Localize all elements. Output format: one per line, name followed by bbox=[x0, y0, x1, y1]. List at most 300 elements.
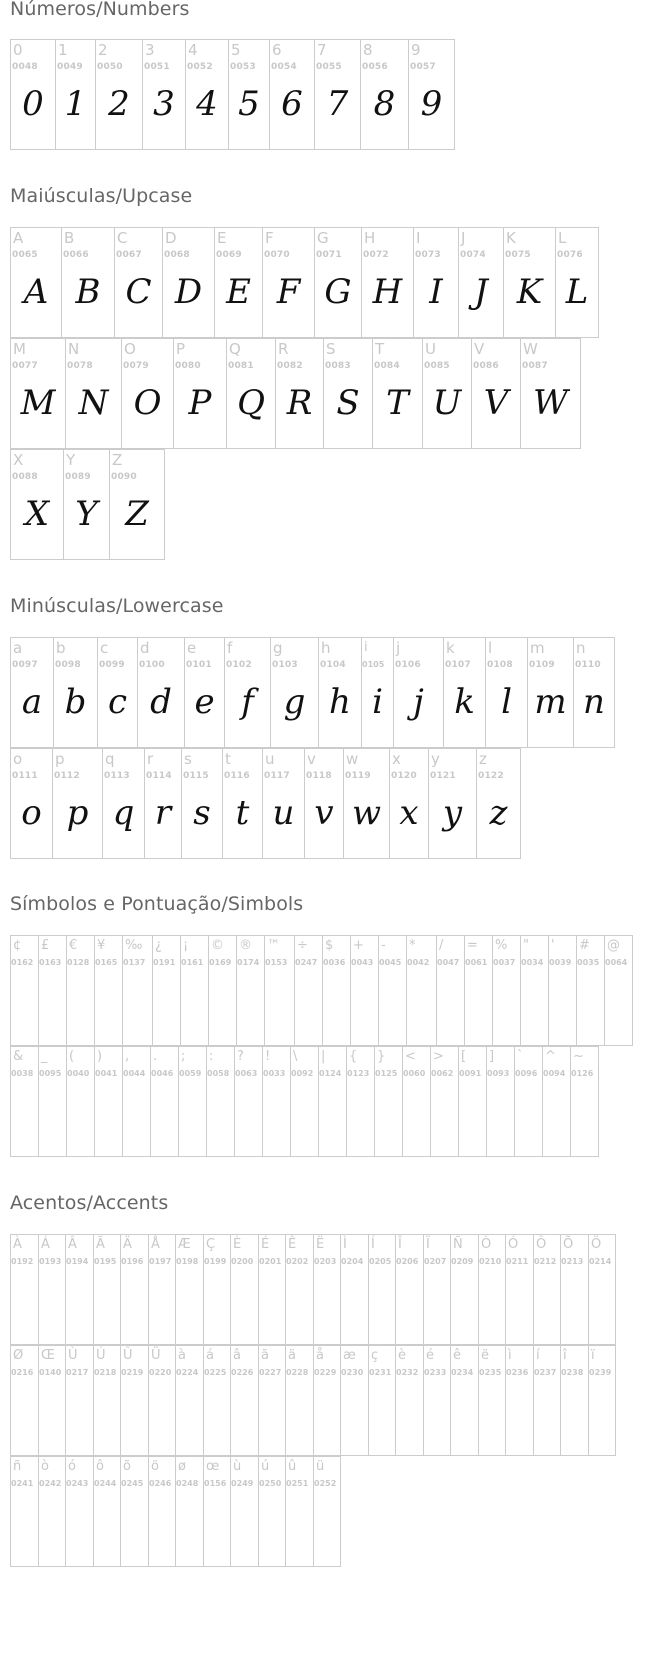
glyph-cell bbox=[186, 40, 229, 150]
glyph-cell bbox=[324, 339, 373, 449]
glyph-code-label: 0115 bbox=[183, 771, 209, 781]
glyph-char-label: u bbox=[265, 750, 275, 768]
glyph-char-label: Ø bbox=[13, 1348, 24, 1363]
glyph-code-label: 0059 bbox=[179, 1069, 202, 1078]
glyph-cell bbox=[66, 1346, 94, 1456]
glyph-char-label: ™ bbox=[267, 938, 280, 953]
glyph-sample: Y bbox=[75, 494, 98, 534]
glyph-sample: j bbox=[413, 682, 424, 722]
glyph-char-label: 8 bbox=[363, 41, 373, 59]
glyph-cell bbox=[459, 1047, 487, 1157]
glyph-cell bbox=[431, 1047, 459, 1157]
glyph-code-label: 0103 bbox=[272, 660, 298, 670]
glyph-cell bbox=[66, 1235, 94, 1345]
glyph-code-label: 0247 bbox=[295, 958, 318, 967]
glyph-char-label: : bbox=[209, 1049, 214, 1064]
glyph-grid-accents-row-1 bbox=[10, 1234, 616, 1345]
glyph-cell bbox=[528, 638, 574, 748]
glyph-char-label: á bbox=[206, 1348, 214, 1363]
glyph-cell bbox=[561, 1346, 589, 1456]
glyph-cell bbox=[407, 936, 437, 1046]
glyph-code-label: 0073 bbox=[415, 250, 441, 260]
glyph-sample: r bbox=[154, 793, 172, 833]
glyph-code-label: 0201 bbox=[259, 1257, 282, 1266]
glyph-char-label: ( bbox=[69, 1049, 75, 1064]
glyph-cell bbox=[231, 1235, 259, 1345]
glyph-cell bbox=[11, 1047, 39, 1157]
glyph-char-label: ® bbox=[239, 938, 252, 953]
glyph-char-label: e bbox=[187, 639, 197, 657]
glyph-cell bbox=[204, 1346, 231, 1456]
glyph-char-label: N bbox=[68, 340, 80, 358]
glyph-cell bbox=[390, 749, 429, 859]
glyph-sample: 6 bbox=[281, 84, 303, 124]
glyph-char-label: Ô bbox=[536, 1237, 547, 1252]
glyph-cell bbox=[534, 1346, 561, 1456]
glyph-sample: H bbox=[372, 272, 403, 312]
glyph-char-label: X bbox=[13, 451, 24, 469]
glyph-char-label: q bbox=[105, 750, 115, 768]
glyph-sample: N bbox=[78, 383, 109, 423]
glyph-cell bbox=[56, 40, 96, 150]
glyph-cell bbox=[465, 936, 493, 1046]
glyph-sample: a bbox=[21, 682, 43, 722]
glyph-cell bbox=[54, 638, 98, 748]
glyph-char-label: ^ bbox=[545, 1049, 556, 1064]
glyph-code-label: 0140 bbox=[39, 1368, 62, 1377]
glyph-code-label: 0228 bbox=[286, 1368, 309, 1377]
glyph-sample: v bbox=[314, 793, 334, 833]
glyph-char-label: ì bbox=[508, 1348, 512, 1363]
glyph-code-label: 0034 bbox=[521, 958, 544, 967]
glyph-char-label: Ã bbox=[96, 1237, 105, 1252]
glyph-cell bbox=[271, 638, 319, 748]
glyph-char-label: . bbox=[153, 1049, 158, 1064]
glyph-char-label: Ï bbox=[426, 1237, 430, 1252]
glyph-cell bbox=[276, 339, 324, 449]
glyph-cell bbox=[235, 1047, 263, 1157]
glyph-char-label: K bbox=[506, 229, 516, 247]
glyph-sample: s bbox=[193, 793, 211, 833]
glyph-sample: i bbox=[372, 682, 383, 722]
glyph-code-label: 0055 bbox=[316, 62, 342, 72]
glyph-char-label: ) bbox=[97, 1049, 103, 1064]
glyph-char-label: < bbox=[405, 1049, 416, 1064]
glyph-code-label: 0085 bbox=[424, 361, 450, 371]
glyph-code-label: 0081 bbox=[228, 361, 254, 371]
glyph-cell bbox=[39, 936, 67, 1046]
glyph-char-label: ù bbox=[233, 1459, 242, 1474]
glyph-cell bbox=[103, 749, 145, 859]
glyph-char-label: õ bbox=[123, 1459, 131, 1474]
glyph-sample: O bbox=[133, 383, 162, 423]
glyph-char-label: = bbox=[467, 938, 478, 953]
glyph-char-label: B bbox=[64, 229, 75, 247]
glyph-code-label: 0162 bbox=[11, 958, 34, 967]
glyph-code-label: 0153 bbox=[265, 958, 288, 967]
glyph-char-label: ç bbox=[371, 1348, 379, 1363]
glyph-cell bbox=[459, 228, 504, 338]
glyph-code-label: 0203 bbox=[314, 1257, 337, 1266]
glyph-char-label: t bbox=[225, 750, 231, 768]
glyph-code-label: 0242 bbox=[39, 1479, 62, 1488]
glyph-code-label: 0102 bbox=[226, 660, 252, 670]
glyph-cell bbox=[493, 936, 521, 1046]
glyph-sample: b bbox=[64, 682, 87, 722]
glyph-cell bbox=[11, 228, 62, 338]
glyph-code-label: 0243 bbox=[66, 1479, 89, 1488]
glyph-char-label: ø bbox=[178, 1459, 186, 1474]
glyph-char-label: f bbox=[227, 639, 233, 657]
glyph-cell bbox=[479, 1346, 506, 1456]
glyph-code-label: 0210 bbox=[479, 1257, 502, 1266]
glyph-grid-symbols-row-1 bbox=[10, 935, 633, 1046]
glyph-cell bbox=[286, 1346, 314, 1456]
glyph-char-label: 4 bbox=[188, 41, 198, 59]
glyph-sample: 5 bbox=[238, 84, 260, 124]
glyph-char-label: T bbox=[375, 340, 385, 358]
glyph-cell bbox=[204, 1235, 231, 1345]
glyph-code-label: 0236 bbox=[506, 1368, 529, 1377]
glyph-char-label: d bbox=[140, 639, 150, 657]
section-title-symbols: Símbolos e Pontuação/Simbols bbox=[10, 893, 304, 915]
glyph-sample: C bbox=[125, 272, 152, 312]
glyph-char-label: ; bbox=[181, 1049, 186, 1064]
glyph-char-label: I bbox=[416, 229, 421, 247]
glyph-code-label: 0206 bbox=[396, 1257, 419, 1266]
glyph-char-label: ë bbox=[481, 1348, 489, 1363]
glyph-cell bbox=[64, 450, 110, 560]
glyph-char-label: | bbox=[321, 1049, 326, 1064]
glyph-cell bbox=[265, 936, 295, 1046]
glyph-cell bbox=[543, 1047, 571, 1157]
glyph-char-label: ‰ bbox=[125, 938, 143, 953]
glyph-char-label: ~ bbox=[573, 1049, 584, 1064]
glyph-sample: p bbox=[66, 793, 89, 833]
glyph-cell bbox=[362, 228, 414, 338]
glyph-char-label: æ bbox=[343, 1348, 356, 1363]
glyph-char-label: Æ bbox=[178, 1237, 191, 1252]
glyph-code-label: 0071 bbox=[316, 250, 342, 260]
glyph-code-label: 0220 bbox=[149, 1368, 172, 1377]
glyph-char-label: % bbox=[495, 938, 508, 953]
glyph-sample: m bbox=[534, 682, 567, 722]
glyph-cell bbox=[534, 1235, 561, 1345]
glyph-cell bbox=[179, 1047, 207, 1157]
glyph-code-label: 0200 bbox=[231, 1257, 254, 1266]
glyph-cell bbox=[409, 40, 455, 150]
glyph-code-label: 0098 bbox=[55, 660, 81, 670]
glyph-char-label: Z bbox=[112, 451, 123, 469]
glyph-char-label: Â bbox=[68, 1237, 77, 1252]
glyph-cell bbox=[521, 936, 549, 1046]
glyph-cell bbox=[204, 1457, 231, 1567]
glyph-char-label: l bbox=[488, 639, 493, 657]
glyph-char-label: ó bbox=[68, 1459, 76, 1474]
glyph-code-label: 0216 bbox=[11, 1368, 34, 1377]
glyph-cell bbox=[115, 228, 163, 338]
glyph-cell bbox=[94, 1346, 121, 1456]
glyph-sample: L bbox=[565, 272, 589, 312]
glyph-code-label: 0050 bbox=[97, 62, 123, 72]
glyph-char-label: o bbox=[13, 750, 23, 768]
glyph-char-label: Ü bbox=[151, 1348, 161, 1363]
glyph-code-label: 0163 bbox=[39, 958, 62, 967]
glyph-char-label: P bbox=[176, 340, 186, 358]
glyph-sample: P bbox=[188, 383, 212, 423]
glyph-code-label: 0174 bbox=[237, 958, 260, 967]
glyph-cell bbox=[174, 339, 227, 449]
glyph-cell bbox=[153, 936, 181, 1046]
glyph-code-label: 0086 bbox=[473, 361, 499, 371]
glyph-code-label: 0217 bbox=[66, 1368, 89, 1377]
glyph-cell bbox=[362, 638, 394, 748]
glyph-code-label: 0064 bbox=[605, 958, 628, 967]
glyph-cell bbox=[11, 936, 39, 1046]
glyph-char-label: ä bbox=[288, 1348, 296, 1363]
glyph-char-label: ' bbox=[551, 938, 555, 953]
glyph-char-label: r bbox=[147, 750, 154, 768]
glyph-code-label: 0039 bbox=[549, 958, 572, 967]
glyph-code-label: 0083 bbox=[325, 361, 351, 371]
section-title-numbers: Números/Numbers bbox=[10, 0, 190, 20]
glyph-code-label: 0110 bbox=[575, 660, 601, 670]
glyph-char-label: n bbox=[576, 639, 586, 657]
glyph-cell bbox=[121, 1235, 149, 1345]
glyph-sample: f bbox=[241, 682, 254, 722]
glyph-code-label: 0112 bbox=[54, 771, 80, 781]
glyph-sample: g bbox=[283, 682, 306, 722]
glyph-char-label: 9 bbox=[411, 41, 421, 59]
glyph-sample: D bbox=[174, 272, 203, 312]
glyph-char-label: 0 bbox=[13, 41, 23, 59]
glyph-code-label: 0123 bbox=[347, 1069, 370, 1078]
glyph-code-label: 0118 bbox=[306, 771, 332, 781]
glyph-cell bbox=[182, 749, 223, 859]
glyph-sample: 9 bbox=[420, 84, 443, 124]
glyph-sample: 0 bbox=[22, 84, 44, 124]
glyph-code-label: 0046 bbox=[151, 1069, 174, 1078]
glyph-code-label: 0095 bbox=[39, 1069, 62, 1078]
glyph-cell bbox=[176, 1346, 204, 1456]
glyph-char-label: @ bbox=[607, 938, 620, 953]
glyph-code-label: 0063 bbox=[235, 1069, 258, 1078]
glyph-sample: x bbox=[399, 793, 419, 833]
glyph-char-label: M bbox=[13, 340, 26, 358]
glyph-code-label: 0204 bbox=[341, 1257, 364, 1266]
glyph-sample: Q bbox=[237, 383, 265, 423]
glyph-char-label: W bbox=[523, 340, 538, 358]
glyph-cell bbox=[176, 1457, 204, 1567]
glyph-char-label: ¢ bbox=[13, 938, 22, 953]
glyph-code-label: 0122 bbox=[478, 771, 504, 781]
glyph-cell bbox=[66, 1457, 94, 1567]
glyph-cell bbox=[323, 936, 351, 1046]
glyph-cell bbox=[98, 638, 138, 748]
glyph-char-label: ö bbox=[151, 1459, 159, 1474]
glyph-code-label: 0120 bbox=[391, 771, 417, 781]
glyph-code-label: 0065 bbox=[12, 250, 38, 260]
glyph-char-label: ` bbox=[517, 1049, 524, 1064]
glyph-char-label: 7 bbox=[317, 41, 327, 59]
glyph-code-label: 0125 bbox=[375, 1069, 398, 1078]
glyph-code-label: 0072 bbox=[363, 250, 389, 260]
glyph-cell bbox=[515, 1047, 543, 1157]
glyph-code-label: 0117 bbox=[264, 771, 290, 781]
glyph-code-label: 0137 bbox=[123, 958, 146, 967]
glyph-char-label: ü bbox=[316, 1459, 325, 1474]
glyph-cell bbox=[209, 936, 237, 1046]
glyph-char-label: [ bbox=[461, 1049, 467, 1064]
glyph-code-label: 0079 bbox=[123, 361, 149, 371]
glyph-char-label: 1 bbox=[58, 41, 68, 59]
glyph-code-label: 0045 bbox=[379, 958, 402, 967]
glyph-cell bbox=[423, 339, 472, 449]
glyph-char-label: ñ bbox=[13, 1459, 22, 1474]
glyph-code-label: 0124 bbox=[319, 1069, 342, 1078]
glyph-char-label: î bbox=[563, 1348, 567, 1363]
glyph-code-label: 0128 bbox=[67, 958, 90, 967]
glyph-code-label: 0049 bbox=[57, 62, 83, 72]
glyph-code-label: 0087 bbox=[522, 361, 548, 371]
glyph-code-label: 0231 bbox=[369, 1368, 392, 1377]
glyph-char-label: x bbox=[392, 750, 401, 768]
glyph-cell bbox=[143, 40, 186, 150]
glyph-cell bbox=[429, 749, 477, 859]
glyph-sample: o bbox=[21, 793, 42, 833]
glyph-char-label: v bbox=[307, 750, 316, 768]
glyph-char-label: ! bbox=[265, 1049, 271, 1064]
glyph-code-label: 0084 bbox=[374, 361, 400, 371]
glyph-char-label: ¿ bbox=[155, 938, 162, 953]
glyph-char-label: Ì bbox=[343, 1237, 347, 1252]
glyph-cell bbox=[424, 1346, 451, 1456]
glyph-cell bbox=[487, 1047, 515, 1157]
glyph-cell bbox=[138, 638, 185, 748]
glyph-code-label: 0111 bbox=[12, 771, 38, 781]
glyph-sample: U bbox=[432, 383, 462, 423]
glyph-code-label: 0116 bbox=[224, 771, 250, 781]
glyph-char-label: { bbox=[349, 1049, 358, 1064]
glyph-cell bbox=[451, 1235, 479, 1345]
glyph-char-label: 5 bbox=[231, 41, 241, 59]
glyph-code-label: 0101 bbox=[186, 660, 212, 670]
glyph-char-label: Ú bbox=[96, 1348, 106, 1363]
glyph-code-label: 0061 bbox=[465, 958, 488, 967]
glyph-code-label: 0051 bbox=[144, 62, 170, 72]
glyph-sample: E bbox=[226, 272, 251, 312]
glyph-cell bbox=[237, 936, 265, 1046]
glyph-char-label: ò bbox=[41, 1459, 49, 1474]
glyph-cell bbox=[231, 1457, 259, 1567]
glyph-sample: 3 bbox=[153, 84, 175, 124]
glyph-cell bbox=[145, 749, 182, 859]
glyph-code-label: 0109 bbox=[529, 660, 555, 670]
glyph-cell bbox=[215, 228, 263, 338]
glyph-code-label: 0195 bbox=[94, 1257, 117, 1266]
glyph-cell bbox=[39, 1047, 67, 1157]
glyph-code-label: 0252 bbox=[314, 1479, 337, 1488]
glyph-cell bbox=[369, 1235, 396, 1345]
glyph-char-label: } bbox=[377, 1049, 386, 1064]
glyph-sample: n bbox=[583, 682, 605, 722]
glyph-grid-upcase-row-3 bbox=[10, 449, 165, 560]
glyph-cell bbox=[94, 1457, 121, 1567]
glyph-char-label: R bbox=[278, 340, 289, 358]
glyph-code-label: 0232 bbox=[396, 1368, 419, 1377]
glyph-char-label: ê bbox=[453, 1348, 461, 1363]
glyph-char-label: + bbox=[353, 938, 364, 953]
glyph-code-label: 0038 bbox=[11, 1069, 34, 1078]
glyph-cell bbox=[11, 749, 53, 859]
glyph-code-label: 0077 bbox=[12, 361, 38, 371]
glyph-char-label: Û bbox=[123, 1348, 133, 1363]
glyph-code-label: 0060 bbox=[403, 1069, 426, 1078]
glyph-char-label: h bbox=[321, 639, 331, 657]
glyph-cell bbox=[394, 638, 444, 748]
glyph-code-label: 0092 bbox=[291, 1069, 314, 1078]
glyph-char-label: j bbox=[396, 639, 401, 657]
glyph-char-label: Í bbox=[371, 1237, 375, 1252]
glyph-sample: I bbox=[429, 272, 443, 312]
glyph-code-label: 0037 bbox=[493, 958, 516, 967]
glyph-sample: e bbox=[194, 682, 215, 722]
glyph-code-label: 0169 bbox=[209, 958, 232, 967]
glyph-char-label: ÷ bbox=[297, 938, 308, 953]
glyph-sample: K bbox=[516, 272, 543, 312]
glyph-cell bbox=[95, 936, 123, 1046]
glyph-cell bbox=[424, 1235, 451, 1345]
glyph-grid-upcase-row-1 bbox=[10, 227, 599, 338]
glyph-code-label: 0229 bbox=[314, 1368, 337, 1377]
glyph-char-label: Î bbox=[398, 1237, 402, 1252]
glyph-cell bbox=[403, 1047, 431, 1157]
glyph-cell bbox=[66, 339, 122, 449]
glyph-code-label: 0104 bbox=[320, 660, 346, 670]
glyph-cell bbox=[149, 1457, 176, 1567]
glyph-code-label: 0058 bbox=[207, 1069, 230, 1078]
glyph-sample: l bbox=[501, 682, 512, 722]
glyph-char-label: J bbox=[461, 229, 466, 247]
glyph-char-label: ã bbox=[261, 1348, 269, 1363]
glyph-cell bbox=[444, 638, 486, 748]
glyph-char-label: > bbox=[433, 1049, 444, 1064]
glyph-grid-upcase-row-2 bbox=[10, 338, 581, 449]
glyph-cell bbox=[561, 1235, 589, 1345]
glyph-cell bbox=[396, 1346, 424, 1456]
glyph-char-label: w bbox=[346, 750, 359, 768]
glyph-char-label: m bbox=[530, 639, 545, 657]
glyph-sample: R bbox=[286, 383, 313, 423]
glyph-sample: k bbox=[454, 682, 475, 722]
glyph-char-label: Ä bbox=[123, 1237, 132, 1252]
glyph-cell bbox=[53, 749, 103, 859]
glyph-code-label: 0126 bbox=[571, 1069, 594, 1078]
glyph-cell bbox=[149, 1235, 176, 1345]
glyph-char-label: 2 bbox=[98, 41, 108, 59]
glyph-cell bbox=[110, 450, 165, 560]
glyph-cell bbox=[231, 1346, 259, 1456]
glyph-sample: Z bbox=[125, 494, 149, 534]
glyph-cell bbox=[319, 638, 362, 748]
glyph-cell bbox=[263, 1047, 291, 1157]
glyph-char-label: å bbox=[316, 1348, 324, 1363]
glyph-cell bbox=[437, 936, 465, 1046]
glyph-code-label: 0207 bbox=[424, 1257, 447, 1266]
glyph-char-label: Y bbox=[66, 451, 76, 469]
glyph-cell bbox=[67, 1047, 95, 1157]
glyph-cell bbox=[319, 1047, 347, 1157]
